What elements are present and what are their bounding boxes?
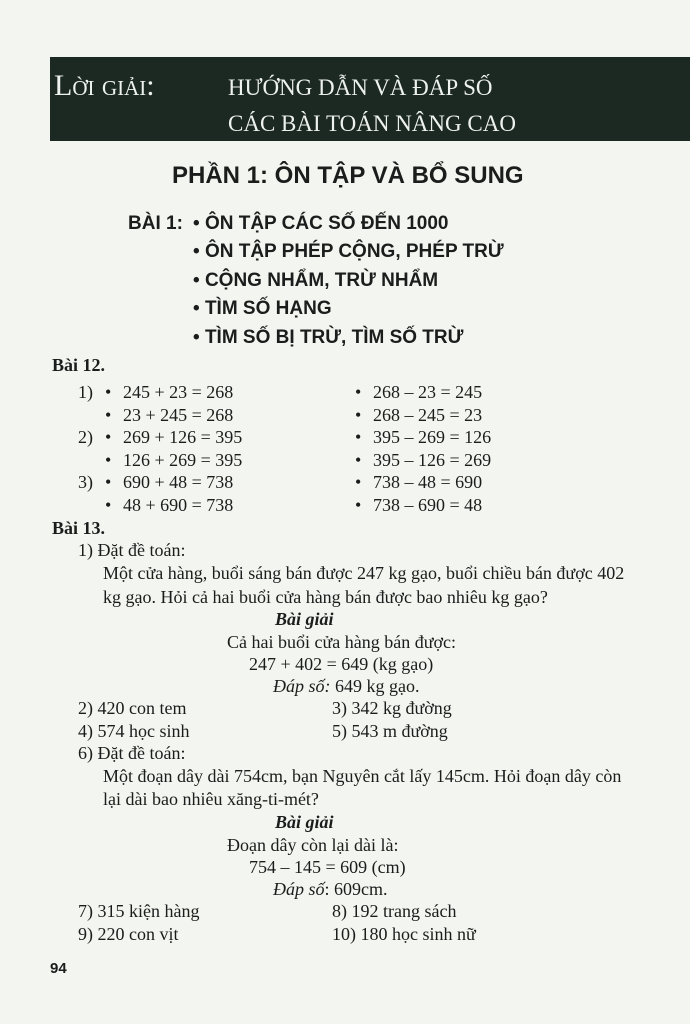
p6-solution-line1: Đoạn dây còn lại dài là:	[227, 835, 399, 855]
equation-left: 48 + 690 = 738	[123, 495, 234, 515]
p6-solution-title: Bài giải	[275, 812, 334, 832]
p1-solution-line2: 247 + 402 = 649 (kg gạo)	[249, 654, 434, 674]
topic-item: • TÌM SỐ BỊ TRỪ, TÌM SỐ TRỪ	[193, 327, 464, 348]
answer-2: 2) 420 con tem	[78, 698, 187, 718]
topic-text: TÌM SỐ BỊ TRỪ, TÌM SỐ TRỪ	[204, 327, 464, 348]
topic-text: TÌM SỐ HẠNG	[204, 298, 332, 319]
bullet-icon: •	[105, 427, 112, 448]
answer-5: 5) 543 m đường	[332, 721, 448, 741]
answer-value: 649 kg gạo.	[330, 676, 420, 696]
p6-text1: Một đoạn dây dài 754cm, bạn Nguyên cắt lấy 145cm. Hỏi đoạn dây còn	[103, 766, 622, 786]
p1-solution-title: Bài giải	[275, 609, 334, 629]
bullet-icon: •	[355, 495, 362, 515]
banner-title-line2: CÁC BÀI TOÁN NÂNG CAO	[228, 111, 516, 136]
row-number: 1)	[78, 382, 93, 402]
answer-label: Đáp số	[273, 879, 325, 899]
topic-item: • ÔN TẬP PHÉP CỘNG, PHÉP TRỪ	[193, 241, 504, 262]
row-number: 2)	[78, 427, 93, 448]
topic-item: • CỘNG NHẨM, TRỪ NHẨM	[193, 270, 439, 291]
answer-8: 8) 192 trang sách	[332, 901, 457, 921]
part-title: PHẦN 1: ÔN TẬP VÀ BỔ SUNG	[172, 162, 524, 189]
equation-left: 269 + 126 = 395	[123, 427, 243, 448]
equation-left: 690 + 48 = 738	[123, 472, 234, 493]
bullet-icon: •	[105, 472, 112, 493]
banner-label: Lời giải:	[54, 69, 155, 102]
equation-right: 395 – 269 = 126	[373, 427, 492, 448]
page-number: 94	[50, 960, 67, 977]
topic-text: CỘNG NHẨM, TRỪ NHẨM	[204, 270, 439, 291]
row-number: 3)	[78, 472, 93, 493]
lesson-label: BÀI 1:	[128, 213, 183, 234]
equation-left: 23 + 245 = 268	[123, 404, 234, 425]
topic-item: • TÌM SỐ HẠNG	[193, 298, 332, 319]
answer-value: : 609cm.	[324, 879, 388, 899]
p1-answer	[273, 675, 420, 697]
answer-10: 10) 180 học sinh nữ	[332, 924, 476, 944]
bullet-icon: •	[355, 449, 362, 470]
topic-text: ÔN TẬP CÁC SỐ ĐẾN 1000	[204, 213, 449, 234]
equation-right: 738 – 690 = 48	[373, 495, 483, 515]
bai13-title: Bài 13.	[52, 518, 106, 538]
chapter-banner	[50, 57, 690, 141]
answer-7: 7) 315 kiện hàng	[78, 901, 200, 921]
equation-right: 268 – 23 = 245	[373, 382, 483, 402]
p6-answer	[273, 878, 388, 900]
answer-label: Đáp số:	[273, 676, 331, 696]
answer-3: 3) 342 kg đường	[332, 698, 452, 718]
bullet-icon: •	[105, 449, 112, 470]
bullet-icon: •	[355, 382, 362, 402]
p1-text1: Một cửa hàng, buổi sáng bán được 247 kg gạo, buổi chiều bán được 402	[103, 563, 625, 583]
p1-text2: kg gạo. Hỏi cả hai buổi cửa hàng bán được bao nhiêu kg gạo?	[103, 587, 548, 607]
banner-title-line1: HƯỚNG DẪN VÀ ĐÁP SỐ	[228, 75, 493, 100]
p6-text2: lại dài bao nhiêu xăng-ti-mét?	[103, 789, 319, 809]
bullet-icon: •	[355, 404, 362, 425]
bullet-icon: •	[105, 404, 112, 425]
equation-right: 738 – 48 = 690	[373, 472, 483, 493]
p1-solution-line1: Cả hai buổi cửa hàng bán được:	[227, 632, 456, 652]
bullet-icon: •	[355, 472, 362, 493]
answer-4: 4) 574 học sinh	[78, 721, 190, 741]
equation-right: 395 – 126 = 269	[373, 449, 492, 470]
answer-9: 9) 220 con vịt	[78, 924, 179, 944]
p1-head: 1) Đặt đề toán:	[78, 540, 186, 560]
equation-right: 268 – 245 = 23	[373, 404, 483, 425]
topic-text: ÔN TẬP PHÉP CỘNG, PHÉP TRỪ	[204, 241, 504, 262]
bullet-icon: •	[105, 495, 112, 515]
equation-left: 245 + 23 = 268	[123, 382, 234, 402]
equation-left: 126 + 269 = 395	[123, 449, 243, 470]
topic-item: • ÔN TẬP CÁC SỐ ĐẾN 1000	[193, 213, 449, 234]
p6-solution-line2: 754 – 145 = 609 (cm)	[249, 857, 406, 877]
bullet-icon: •	[355, 427, 362, 448]
p6-head: 6) Đặt đề toán:	[78, 743, 186, 763]
bai12-title: Bài 12.	[52, 355, 106, 375]
bullet-icon: •	[105, 382, 112, 402]
